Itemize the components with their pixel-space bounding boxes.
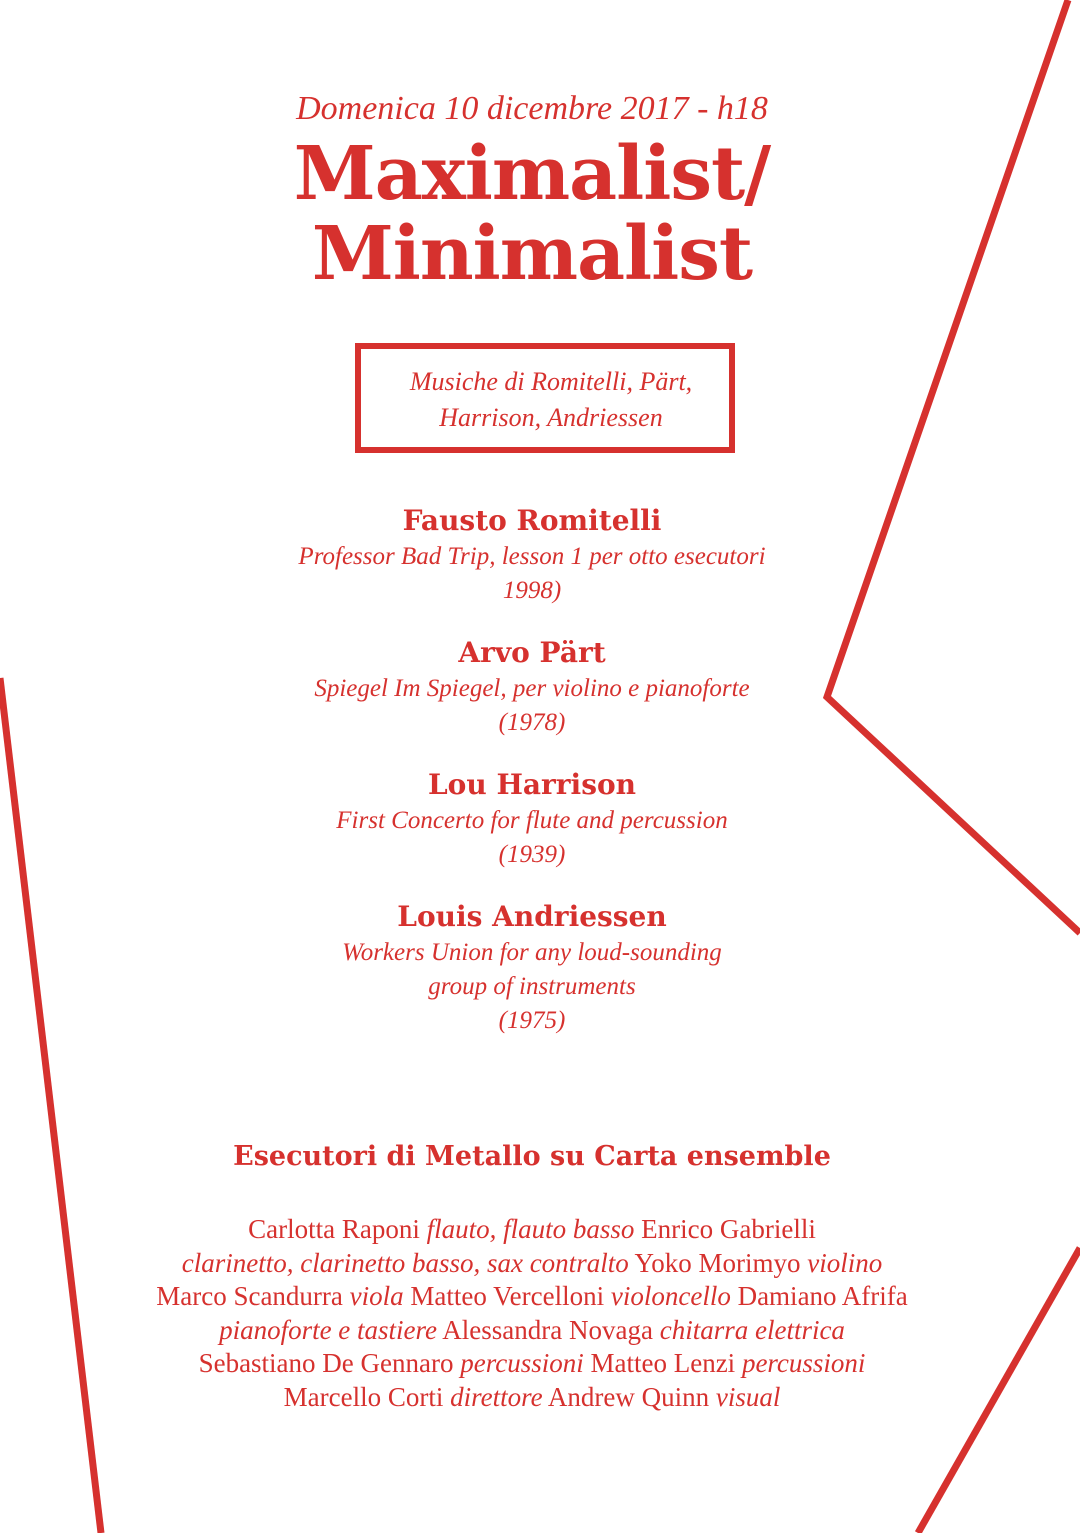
performer-name: Matteo Lenzi [583,1348,742,1378]
performer-role: violoncello [610,1281,731,1311]
composer-name: Louis Andriessen [397,900,667,933]
performer-name: Andrew Quinn [542,1381,716,1412]
ensemble-title: Esecutori di Metallo su Carta ensemble [233,1141,831,1172]
piece-year: (1939) [498,841,566,868]
program-item-harrison [0,766,1064,872]
performer-name: Alessandra Novaga [437,1314,660,1345]
composer-name: Arvo Pärt [458,636,606,669]
performer-role: flauto, flauto basso [426,1214,635,1244]
subtitle-line-1: Musiche di Romitelli, Pärt, [409,367,693,396]
program-item-part [0,634,1064,740]
performer-line [0,1280,1064,1314]
performer-name: Matteo Vercelloni [403,1281,611,1311]
performer-role: clarinetto, clarinetto basso, sax contralto [181,1247,629,1278]
performer-name: Enrico Gabrielli [634,1214,816,1244]
piece-title: Spiegel Im Spiegel, per violino e pianoforte [314,675,750,702]
program-item-andriessen [0,898,1064,1038]
performer-name: Marcello Corti [283,1381,451,1412]
piece-title: Professor Bad Trip, lesson 1 per otto esecutori [298,543,766,570]
piece-year: (1978) [498,709,566,736]
performer-role: visual [715,1381,781,1412]
composer-name: Lou Harrison [427,768,636,801]
piece-year: (1975) [498,1007,566,1034]
performer-line [0,1347,1064,1381]
performer-role: viola [349,1281,404,1311]
performer-role: pianoforte e tastiere [219,1314,438,1345]
program-item-romitelli [0,502,1064,608]
performer-line [0,1213,1064,1247]
title-line-2: Minimalist [311,211,753,297]
performer-name: Damiano Afrifa [730,1281,908,1311]
piece-title: First Concerto for flute and percussion [336,807,728,834]
performer-line [0,1314,1064,1348]
performer-name: Sebastiano De Gennaro [198,1348,461,1378]
program-list [0,502,1064,1064]
performer-role: percussioni [460,1348,584,1378]
piece-year: 1998) [502,577,562,604]
subtitle-line-2: Harrison, Andriessen [439,403,663,432]
performer-role: violino [807,1247,883,1278]
performer-name: Yoko Morimyo [628,1247,808,1278]
performer-role: direttore [450,1381,543,1412]
performer-name: Marco Scandurra [156,1281,350,1311]
title-line-1: Maximalist/ [293,131,771,217]
piece-subtitle: group of instruments [428,973,636,1000]
subtitle-box [355,343,735,453]
piece-title: Workers Union for any loud-sounding [342,939,722,966]
event-date: Domenica 10 dicembre 2017 - h18 [296,90,768,127]
performer-role: chitarra elettrica [659,1314,845,1345]
composer-name: Fausto Romitelli [402,504,662,537]
performer-line [0,1381,1064,1415]
performers-list [0,1213,1064,1414]
event-title [0,131,1064,297]
performer-line [0,1247,1064,1281]
performer-role: percussioni [741,1348,866,1378]
performer-name: Carlotta Raponi [248,1214,427,1244]
